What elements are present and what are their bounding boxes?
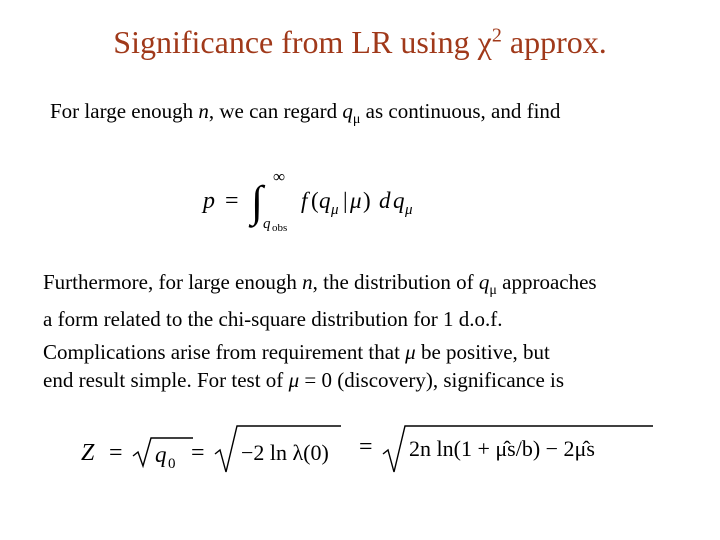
eq-mu: μ bbox=[350, 188, 362, 213]
eq-rhs: 2n ln(1 + μ̂s/b) − 2μ̂s bbox=[409, 436, 595, 461]
text: For large enough bbox=[50, 99, 199, 123]
text: Complications arise from requirement that bbox=[43, 340, 406, 364]
eq-f: f bbox=[301, 188, 308, 213]
title-chi: χ bbox=[477, 24, 492, 60]
upper-limit: ∞ bbox=[273, 168, 286, 186]
title-suffix: approx. bbox=[501, 24, 607, 60]
text: approaches bbox=[496, 270, 597, 294]
var-q: q bbox=[342, 99, 353, 123]
lower-limit-sub: obs bbox=[272, 222, 288, 234]
text: be positive, but bbox=[415, 340, 550, 364]
eq-sub-0: 0 bbox=[168, 456, 176, 472]
text: Furthermore, for large enough bbox=[43, 270, 303, 294]
sub-mu: μ bbox=[352, 112, 361, 128]
eq-sub-mu: μ bbox=[331, 202, 339, 218]
var-mu: μ bbox=[288, 368, 300, 392]
eq-minus-2-ln-lambda: −2 ln λ(0) bbox=[241, 440, 329, 465]
var-n: n bbox=[198, 99, 209, 123]
eq-equals-3: = bbox=[359, 434, 373, 460]
eq-sub-mu2: μ bbox=[405, 202, 413, 218]
text: = 0 (discovery), significance is bbox=[299, 368, 565, 392]
sub-mu: μ bbox=[489, 283, 497, 299]
eq-bar: | bbox=[343, 188, 348, 213]
eq-equals-2: = bbox=[191, 440, 205, 466]
title-text: Significance from LR using bbox=[113, 24, 478, 60]
var-n: n bbox=[302, 270, 313, 294]
eq-q2: q bbox=[393, 188, 405, 213]
equation-significance bbox=[75, 420, 675, 482]
slide-title bbox=[0, 24, 720, 61]
eq-rparen: ) bbox=[363, 188, 371, 213]
eq-lparen: ( bbox=[311, 188, 319, 213]
title-superscript: 2 bbox=[491, 24, 502, 47]
var-mu: μ bbox=[405, 340, 416, 364]
text: a form related to the chi-square distribution for 1 d.o.f. bbox=[43, 307, 503, 332]
paragraph-distribution bbox=[43, 268, 703, 333]
eq-equals-1: = bbox=[109, 440, 123, 466]
eq-p: p bbox=[203, 188, 215, 214]
text: as continuous, and find bbox=[360, 99, 561, 123]
eq-d: d bbox=[379, 188, 391, 213]
paragraph-continuous bbox=[50, 97, 560, 134]
text: , we can regard bbox=[208, 99, 343, 123]
integral-sign: ∫ bbox=[251, 177, 264, 226]
eq-q: q bbox=[319, 188, 331, 213]
eq-equals: = bbox=[225, 188, 239, 214]
lower-limit-q: q bbox=[263, 216, 271, 232]
paragraph-complications bbox=[43, 338, 703, 394]
text: end result simple. For test of bbox=[43, 368, 289, 392]
eq-q: q bbox=[155, 442, 167, 467]
text: , the distribution of bbox=[312, 270, 479, 294]
equation-p-value bbox=[195, 168, 445, 234]
eq-z: Z bbox=[81, 440, 95, 466]
var-q: q bbox=[478, 270, 490, 294]
